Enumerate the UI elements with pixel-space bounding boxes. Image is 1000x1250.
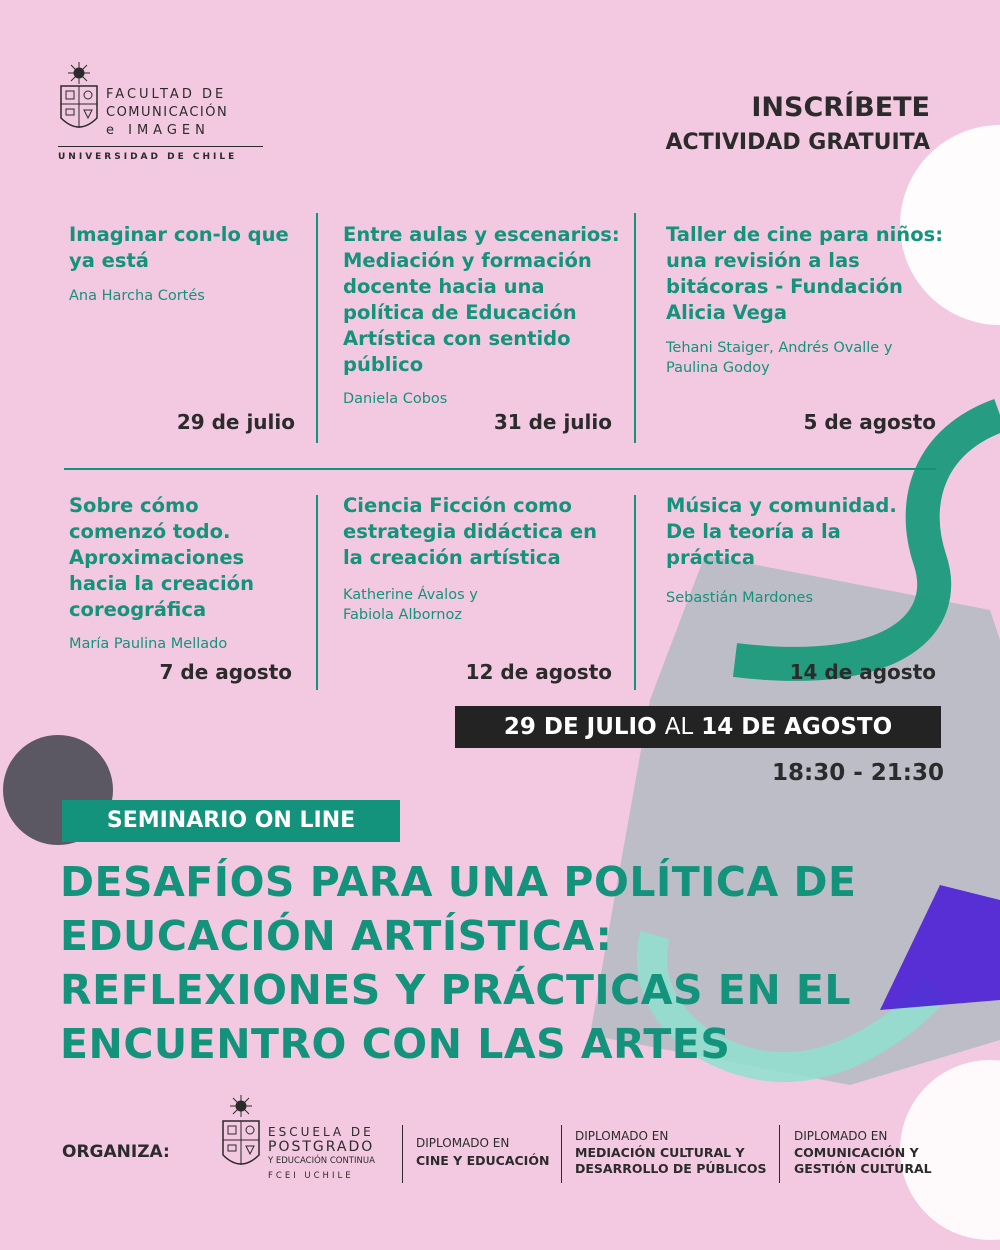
talk-date: 12 de agosto xyxy=(465,660,612,684)
title-line: ENCUENTRO CON LAS ARTES xyxy=(60,1020,731,1068)
seminar-badge xyxy=(62,800,400,842)
row-divider xyxy=(64,468,936,470)
diploma-name: MEDIACIÓN CULTURAL Y xyxy=(575,1145,745,1160)
university-seal-icon xyxy=(58,60,100,142)
talk-date: 29 de julio xyxy=(176,410,295,434)
footer-divider xyxy=(779,1125,780,1183)
footer-divider xyxy=(561,1125,562,1183)
title-line: DESAFÍOS PARA UNA POLÍTICA DE xyxy=(60,858,857,906)
diploma-name: CINE Y EDUCACIÓN xyxy=(416,1153,550,1168)
free-activity-label: ACTIVIDAD GRATUITA xyxy=(665,130,930,155)
talk-date: 14 de agosto xyxy=(789,660,936,684)
talk-speaker: Daniela Cobos xyxy=(343,391,448,407)
title-line: REFLEXIONES Y PRÁCTICAS EN EL xyxy=(60,966,852,1014)
talk-speaker: Katherine Ávalos y Fabiola Albornoz xyxy=(343,587,478,623)
time-range: 18:30 - 21:30 xyxy=(772,760,944,786)
seminar-badge-label: SEMINARIO ON LINE xyxy=(106,808,356,833)
footer-divider xyxy=(402,1125,403,1183)
range-end: 14 DE AGOSTO xyxy=(701,714,893,740)
school-name-line2: POSTGRADO xyxy=(268,1139,375,1155)
talk-date: 5 de agosto xyxy=(803,410,936,434)
talk-title: Entre aulas y escenarios: Mediación y formación docente hacia una política de Educación Artística con sentido público xyxy=(343,223,620,376)
talk-date: 7 de agosto xyxy=(159,660,292,684)
logo-divider xyxy=(58,146,263,147)
school-logo xyxy=(220,1093,400,1185)
faculty-name-line3: e IMAGEN xyxy=(106,123,210,138)
faculty-name-line1: FACULTAD DE xyxy=(106,87,227,102)
talk-title: Ciencia Ficción como estrategia didáctica en la creación artística xyxy=(343,494,598,569)
date-range-text xyxy=(455,706,941,748)
talk-speaker: Tehani Staiger, Andrés Ovalle y Paulina Godoy xyxy=(666,340,893,376)
seminar-title xyxy=(60,855,920,1071)
university-seal-icon xyxy=(220,1093,262,1183)
school-name-line4: FCEI UCHILE xyxy=(268,1171,354,1181)
diploma-label: DIPLOMADO EN xyxy=(794,1129,888,1143)
diploma-name: COMUNICACIÓN Y xyxy=(794,1145,919,1160)
range-start: 29 DE JULIO xyxy=(503,714,657,740)
signup-heading[interactable]: INSCRÍBETE xyxy=(751,92,930,123)
title-line: EDUCACIÓN ARTÍSTICA: xyxy=(60,912,613,960)
date-range-banner xyxy=(455,706,941,748)
column-divider xyxy=(316,495,318,690)
faculty-logo xyxy=(58,60,263,166)
talk-speaker: Ana Harcha Cortés xyxy=(69,288,205,304)
diploma-label: DIPLOMADO EN xyxy=(416,1136,510,1150)
talk-speaker: Sebastián Mardones xyxy=(666,590,814,606)
talk-title: Sobre cómo comenzó todo. Aproximaciones hacia la creación coreográfica xyxy=(69,494,254,621)
university-name: UNIVERSIDAD DE CHILE xyxy=(58,152,238,162)
faculty-name-line2: COMUNICACIÓN xyxy=(106,105,229,120)
column-divider xyxy=(316,213,318,443)
column-divider xyxy=(634,213,636,443)
talk-date: 31 de julio xyxy=(493,410,612,434)
range-connector: AL xyxy=(664,714,694,740)
column-divider xyxy=(634,495,636,690)
talk-title: Música y comunidad. De la teoría a la práctica xyxy=(666,494,897,569)
school-name-line1: ESCUELA DE xyxy=(268,1125,374,1139)
diploma-name: DESARROLLO DE PÚBLICOS xyxy=(575,1161,767,1176)
organizer-label: ORGANIZA: xyxy=(62,1142,170,1162)
talk-speaker: María Paulina Mellado xyxy=(69,636,228,652)
talk-title: Taller de cine para niños: una revisión a las bitácoras - Fundación Alicia Vega xyxy=(666,223,943,324)
talk-title: Imaginar con-lo que ya está xyxy=(69,223,289,272)
school-name-line3: Y EDUCACIÓN CONTINUA xyxy=(268,1156,375,1166)
diploma-label: DIPLOMADO EN xyxy=(575,1129,669,1143)
diploma-name: GESTIÓN CULTURAL xyxy=(794,1161,932,1176)
